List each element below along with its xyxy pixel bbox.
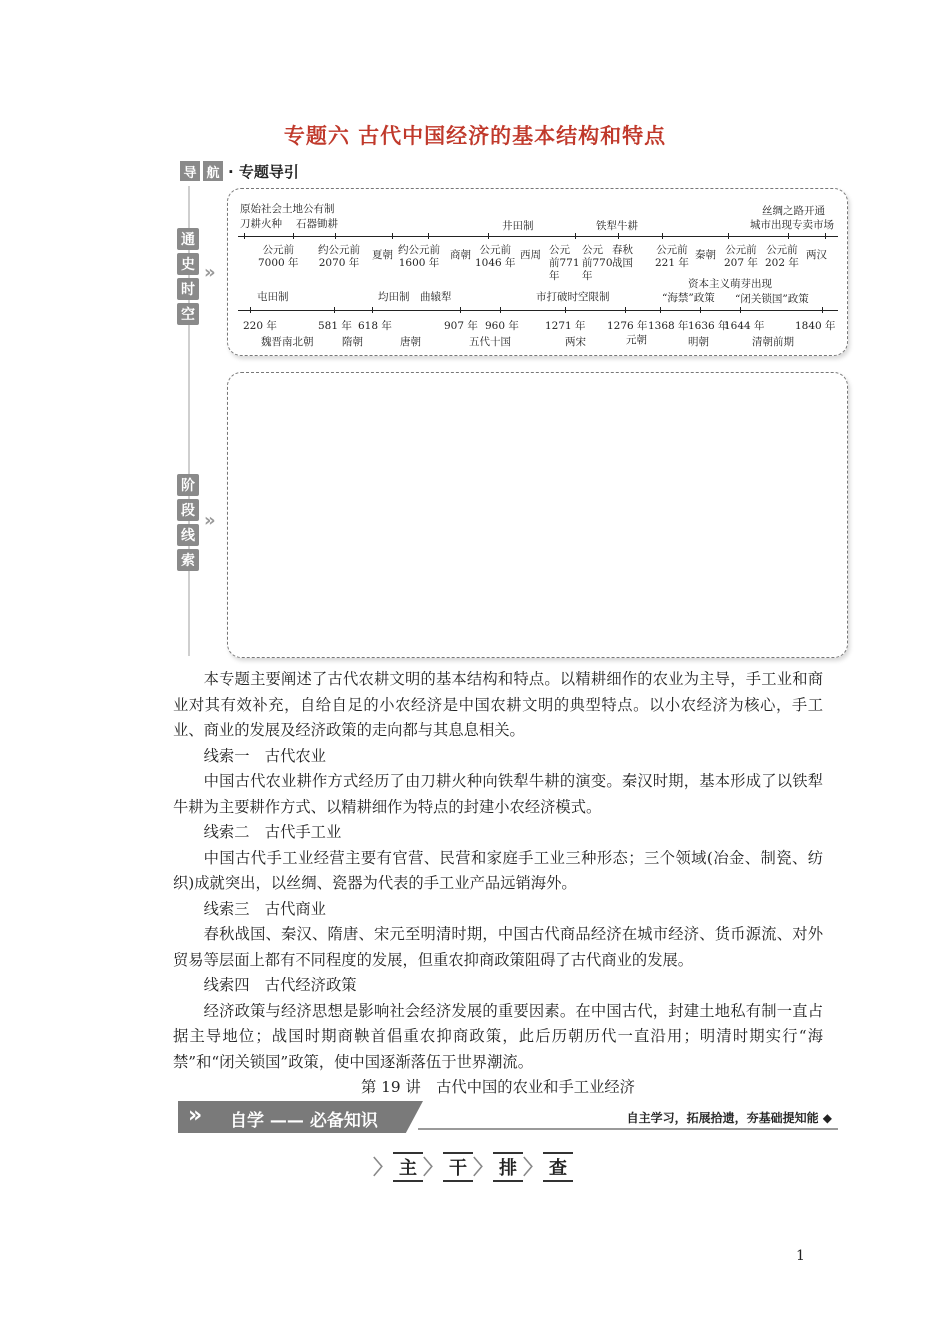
tl1-period: 春秋 战国: [612, 244, 633, 269]
tl2-period: 五代十国: [469, 336, 511, 348]
tl1-period: 两汉: [806, 249, 827, 261]
chevron-icon: 〉: [423, 1154, 443, 1179]
section-tag-char: 排: [493, 1152, 523, 1182]
timeline-tick: [728, 233, 729, 239]
tl1-label: 刀耕火种: [240, 218, 282, 230]
tl1-date: 公元前 202 年: [765, 244, 799, 269]
clue-paragraph: 春秋战国、秦汉、隋唐、宋元至明清时期，中国古代商品经济在城市经济、货币源流、对外贸易等层面上都有不同程度的发展，但重农抑商政策阻碍了古代商业的发展。: [173, 925, 823, 969]
timeline-tick: [488, 233, 489, 239]
nav-label: · 专题导引: [228, 162, 299, 181]
timeline-tick: [244, 233, 245, 239]
tl2-date: 618 年: [358, 320, 392, 332]
tl1-period: 夏朝: [372, 249, 393, 261]
tl1-date: 公元前 221 年: [655, 244, 689, 269]
chevron-icon: 〉: [373, 1154, 393, 1179]
tl2-label: “海禁”政策: [662, 292, 715, 304]
clue-heading: 线索三 古代商业: [203, 899, 326, 918]
page-number: 1: [796, 1248, 805, 1264]
tl1-label: 铁犁牛耕: [596, 220, 638, 232]
tl2-period: 明朝: [688, 336, 709, 348]
tab-char: 索: [177, 549, 199, 571]
tl2-period: 元朝: [626, 334, 647, 346]
tl1-label: 石器锄耕: [296, 218, 338, 230]
tl1-label: 丝绸之路开通: [762, 205, 825, 217]
tab-char: 阶: [177, 474, 199, 496]
intro-paragraph: 本专题主要阐述了古代农耕文明的基本结构和特点。以精耕细作的农业为主导，手工业和商业对其有效补充，自给自足的小农经济是中国农耕文明的典型特点。以小农经济为核心，手工业、商业的发展及经济政策的走向都与其息息相关。: [173, 670, 823, 739]
tl2-period: 清朝前期: [752, 336, 794, 348]
timeline-tick: [788, 233, 789, 239]
timeline-tick: [740, 307, 741, 313]
banner-subtitle: 自主学习，拓展拾遗，夯基础提知能 ◆: [626, 1111, 832, 1125]
tl2-period: 隋朝: [342, 336, 363, 348]
tl2-date: 220 年: [243, 320, 277, 332]
chevron-icon: 〉: [523, 1154, 543, 1179]
clue-heading: 线索四 古代经济政策: [203, 976, 357, 994]
tl2-date: 1644 年: [724, 320, 765, 332]
tl2-date: 1368 年: [648, 320, 689, 332]
tl2-label: 屯田制: [257, 291, 289, 303]
banner-title: 自学 —— 必备知识: [230, 1111, 378, 1131]
tl1-period: 秦朝: [695, 249, 716, 261]
stage-clues-box: [227, 372, 848, 658]
tl1-date: 公元前 7000 年: [258, 244, 299, 269]
timeline-tick: [825, 233, 826, 239]
tl2-date: 581 年: [318, 320, 352, 332]
timeline-tick: [392, 233, 393, 239]
tl1-period: 商朝: [450, 249, 471, 261]
timeline-axis-2: [238, 310, 838, 311]
timeline-tick: [250, 307, 251, 313]
timeline-tick: [660, 307, 661, 313]
clue-heading: 线索一 古代农业: [203, 746, 326, 765]
tl1-date: 公元前 207 年: [724, 244, 758, 269]
clue-paragraph: 中国古代手工业经营主要有官营、民营和家庭手工业三种形态；三个领域(冶金、制瓷、纺织)成就突出，以丝绸、瓷器为代表的手工业产品远销海外。: [173, 848, 823, 892]
timeline-tick: [575, 233, 576, 239]
timeline-tick: [565, 307, 566, 313]
banner-underline: [418, 1128, 838, 1130]
tl2-date: 1276 年: [607, 320, 648, 332]
section-tag-char: 主: [393, 1152, 423, 1182]
tab-tongshi: [177, 228, 201, 325]
chevron-icon: 〉: [473, 1154, 493, 1179]
clue-paragraph: 经济政策与经济思想是影响社会经济发展的重要因素。在中国古代，封建土地私有制一直占据主导地位；战国时期商鞅首倡重农抑商政策，此后历朝历代一直沿用；明清时期实行“海禁”和“闭关锁国”政策，使中国逐渐落伍于世界潮流。: [173, 1001, 823, 1071]
tl2-period: 唐朝: [400, 336, 421, 348]
clue-paragraph: 中国古代农业耕作方式经历了由刀耕火种向铁犁牛耕的演变。秦汉时期，基本形成了以铁犁牛耕为主要耕作方式、以精耕细作为特点的封建小农经济模式。: [173, 772, 823, 816]
section-tag: [0, 1152, 950, 1182]
timeline-tick: [428, 233, 429, 239]
tab-char: 时: [177, 278, 199, 300]
tl1-date: 公元 前771 年: [549, 244, 580, 282]
timeline-tick: [500, 307, 501, 313]
tl1-label: 城市出现专卖市场: [750, 219, 834, 231]
tl1-date: 公元 前770 年: [582, 244, 613, 282]
timeline-tick: [700, 307, 701, 313]
timeline-axis-1: [238, 236, 838, 237]
tab-char: 史: [177, 253, 199, 275]
tl2-label: 市打破时空限制: [536, 291, 610, 303]
tl2-date: 1636 年: [688, 320, 729, 332]
body-text: [173, 667, 823, 1101]
self-study-banner: [178, 1101, 846, 1133]
tab-char: 通: [177, 228, 199, 250]
tl1-label: 井田制: [502, 220, 534, 232]
tl2-label: 均田制: [378, 291, 410, 303]
lecture-title: 第 19 讲 古代中国的农业和手工业经济: [361, 1078, 635, 1096]
nav-box-2: 航: [203, 161, 223, 181]
tl2-label: 曲辕犁: [420, 291, 452, 303]
section-tag-char: 干: [443, 1152, 473, 1182]
section-tag-char: 查: [543, 1152, 573, 1182]
tl2-date: 907 年: [444, 320, 478, 332]
timeline-tick: [335, 233, 336, 239]
timeline-tick: [625, 307, 626, 313]
timeline-tick: [372, 307, 373, 313]
tl1-date: 约公元前 1600 年: [398, 244, 440, 269]
tab-char: 空: [177, 303, 199, 325]
tl1-label: 原始社会土地公有制: [240, 203, 335, 215]
tl1-date: 约公元前 2070 年: [318, 244, 360, 269]
timeline-tick: [822, 307, 823, 313]
nav-box-1: 导: [180, 161, 200, 181]
chevron-right-icon: »: [204, 510, 216, 531]
tl1-period: 西周: [520, 249, 541, 261]
nav-header: [180, 160, 299, 182]
timeline-tick: [334, 307, 335, 313]
clue-heading: 线索二 古代手工业: [203, 823, 342, 841]
timeline-tick: [618, 233, 619, 239]
double-chevron-icon: »: [188, 1103, 203, 1128]
timeline-tick: [293, 233, 294, 239]
tl2-date: 960 年: [485, 320, 519, 332]
page-title: 专题六 古代中国经济的基本结构和特点: [283, 124, 667, 148]
tl2-period: 魏晋南北朝: [261, 336, 314, 348]
timeline-tick: [662, 233, 663, 239]
tl2-period: 两宋: [565, 336, 586, 348]
tab-jieduan: [177, 474, 201, 571]
tab-char: 线: [177, 524, 199, 546]
tl2-date: 1271 年: [545, 320, 586, 332]
tl2-label: 资本主义萌芽出现: [688, 278, 772, 290]
timeline-tick: [460, 307, 461, 313]
tl1-date: 公元前 1046 年: [475, 244, 516, 269]
chevron-right-icon: »: [204, 262, 216, 283]
tab-char: 段: [177, 499, 199, 521]
tl2-date: 1840 年: [795, 320, 836, 332]
tl2-label: “闭关锁国”政策: [735, 293, 809, 305]
